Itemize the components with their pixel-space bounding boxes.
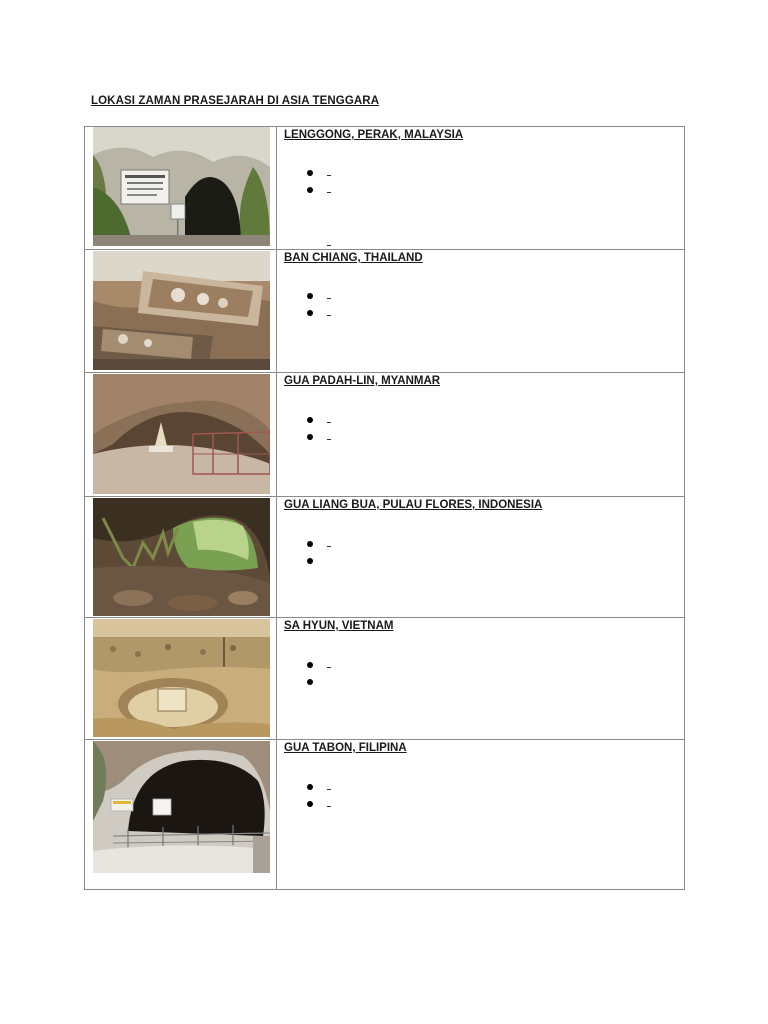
- dash-marker: [327, 667, 331, 668]
- bullet-icon: [307, 784, 313, 790]
- dash-marker: [327, 422, 331, 423]
- cave-entrance-sign-photo: [93, 127, 270, 246]
- site-name: GUA PADAH-LIN, MYANMAR: [284, 375, 441, 387]
- dash-marker: [327, 439, 331, 440]
- bullet-icon: [307, 170, 313, 176]
- bullet-icon: [307, 679, 313, 685]
- bullet-icon: [307, 801, 313, 807]
- large-cave-mouth-photo: [93, 498, 270, 616]
- bullet-icon: [307, 310, 313, 316]
- cave-with-fence-photo: [93, 741, 270, 873]
- bullet-icon: [307, 417, 313, 423]
- excavation-site-photo: [93, 619, 270, 737]
- bullet-icon: [307, 434, 313, 440]
- column-divider: [276, 127, 277, 889]
- bullet-icon: [307, 662, 313, 668]
- site-name: GUA TABON, FILIPINA: [284, 742, 407, 754]
- site-name: GUA LIANG BUA, PULAU FLORES, INDONESIA: [284, 499, 543, 511]
- row-divider: [85, 496, 684, 497]
- page-title: LOKASI ZAMAN PRASEJARAH DI ASIA TENGGARA: [91, 95, 380, 107]
- site-name: BAN CHIANG, THAILAND: [284, 252, 423, 264]
- dash-marker: [327, 175, 331, 176]
- dash-marker: [327, 298, 331, 299]
- dash-marker: [327, 245, 331, 246]
- dash-marker: [327, 546, 331, 547]
- dash-marker: [327, 789, 331, 790]
- row-divider: [85, 372, 684, 373]
- bullet-icon: [307, 541, 313, 547]
- site-name: LENGGONG, PERAK, MALAYSIA: [284, 129, 464, 141]
- sites-table: [84, 126, 685, 890]
- excavation-burial-pit-photo: [93, 251, 270, 370]
- dash-marker: [327, 315, 331, 316]
- bullet-icon: [307, 558, 313, 564]
- cave-shrine-photo: [93, 374, 270, 494]
- row-divider: [85, 249, 684, 250]
- bullet-icon: [307, 293, 313, 299]
- row-divider: [85, 617, 684, 618]
- dash-marker: [327, 192, 331, 193]
- row-divider: [85, 739, 684, 740]
- dash-marker: [327, 806, 331, 807]
- site-name: SA HYUN, VIETNAM: [284, 620, 394, 632]
- bullet-icon: [307, 187, 313, 193]
